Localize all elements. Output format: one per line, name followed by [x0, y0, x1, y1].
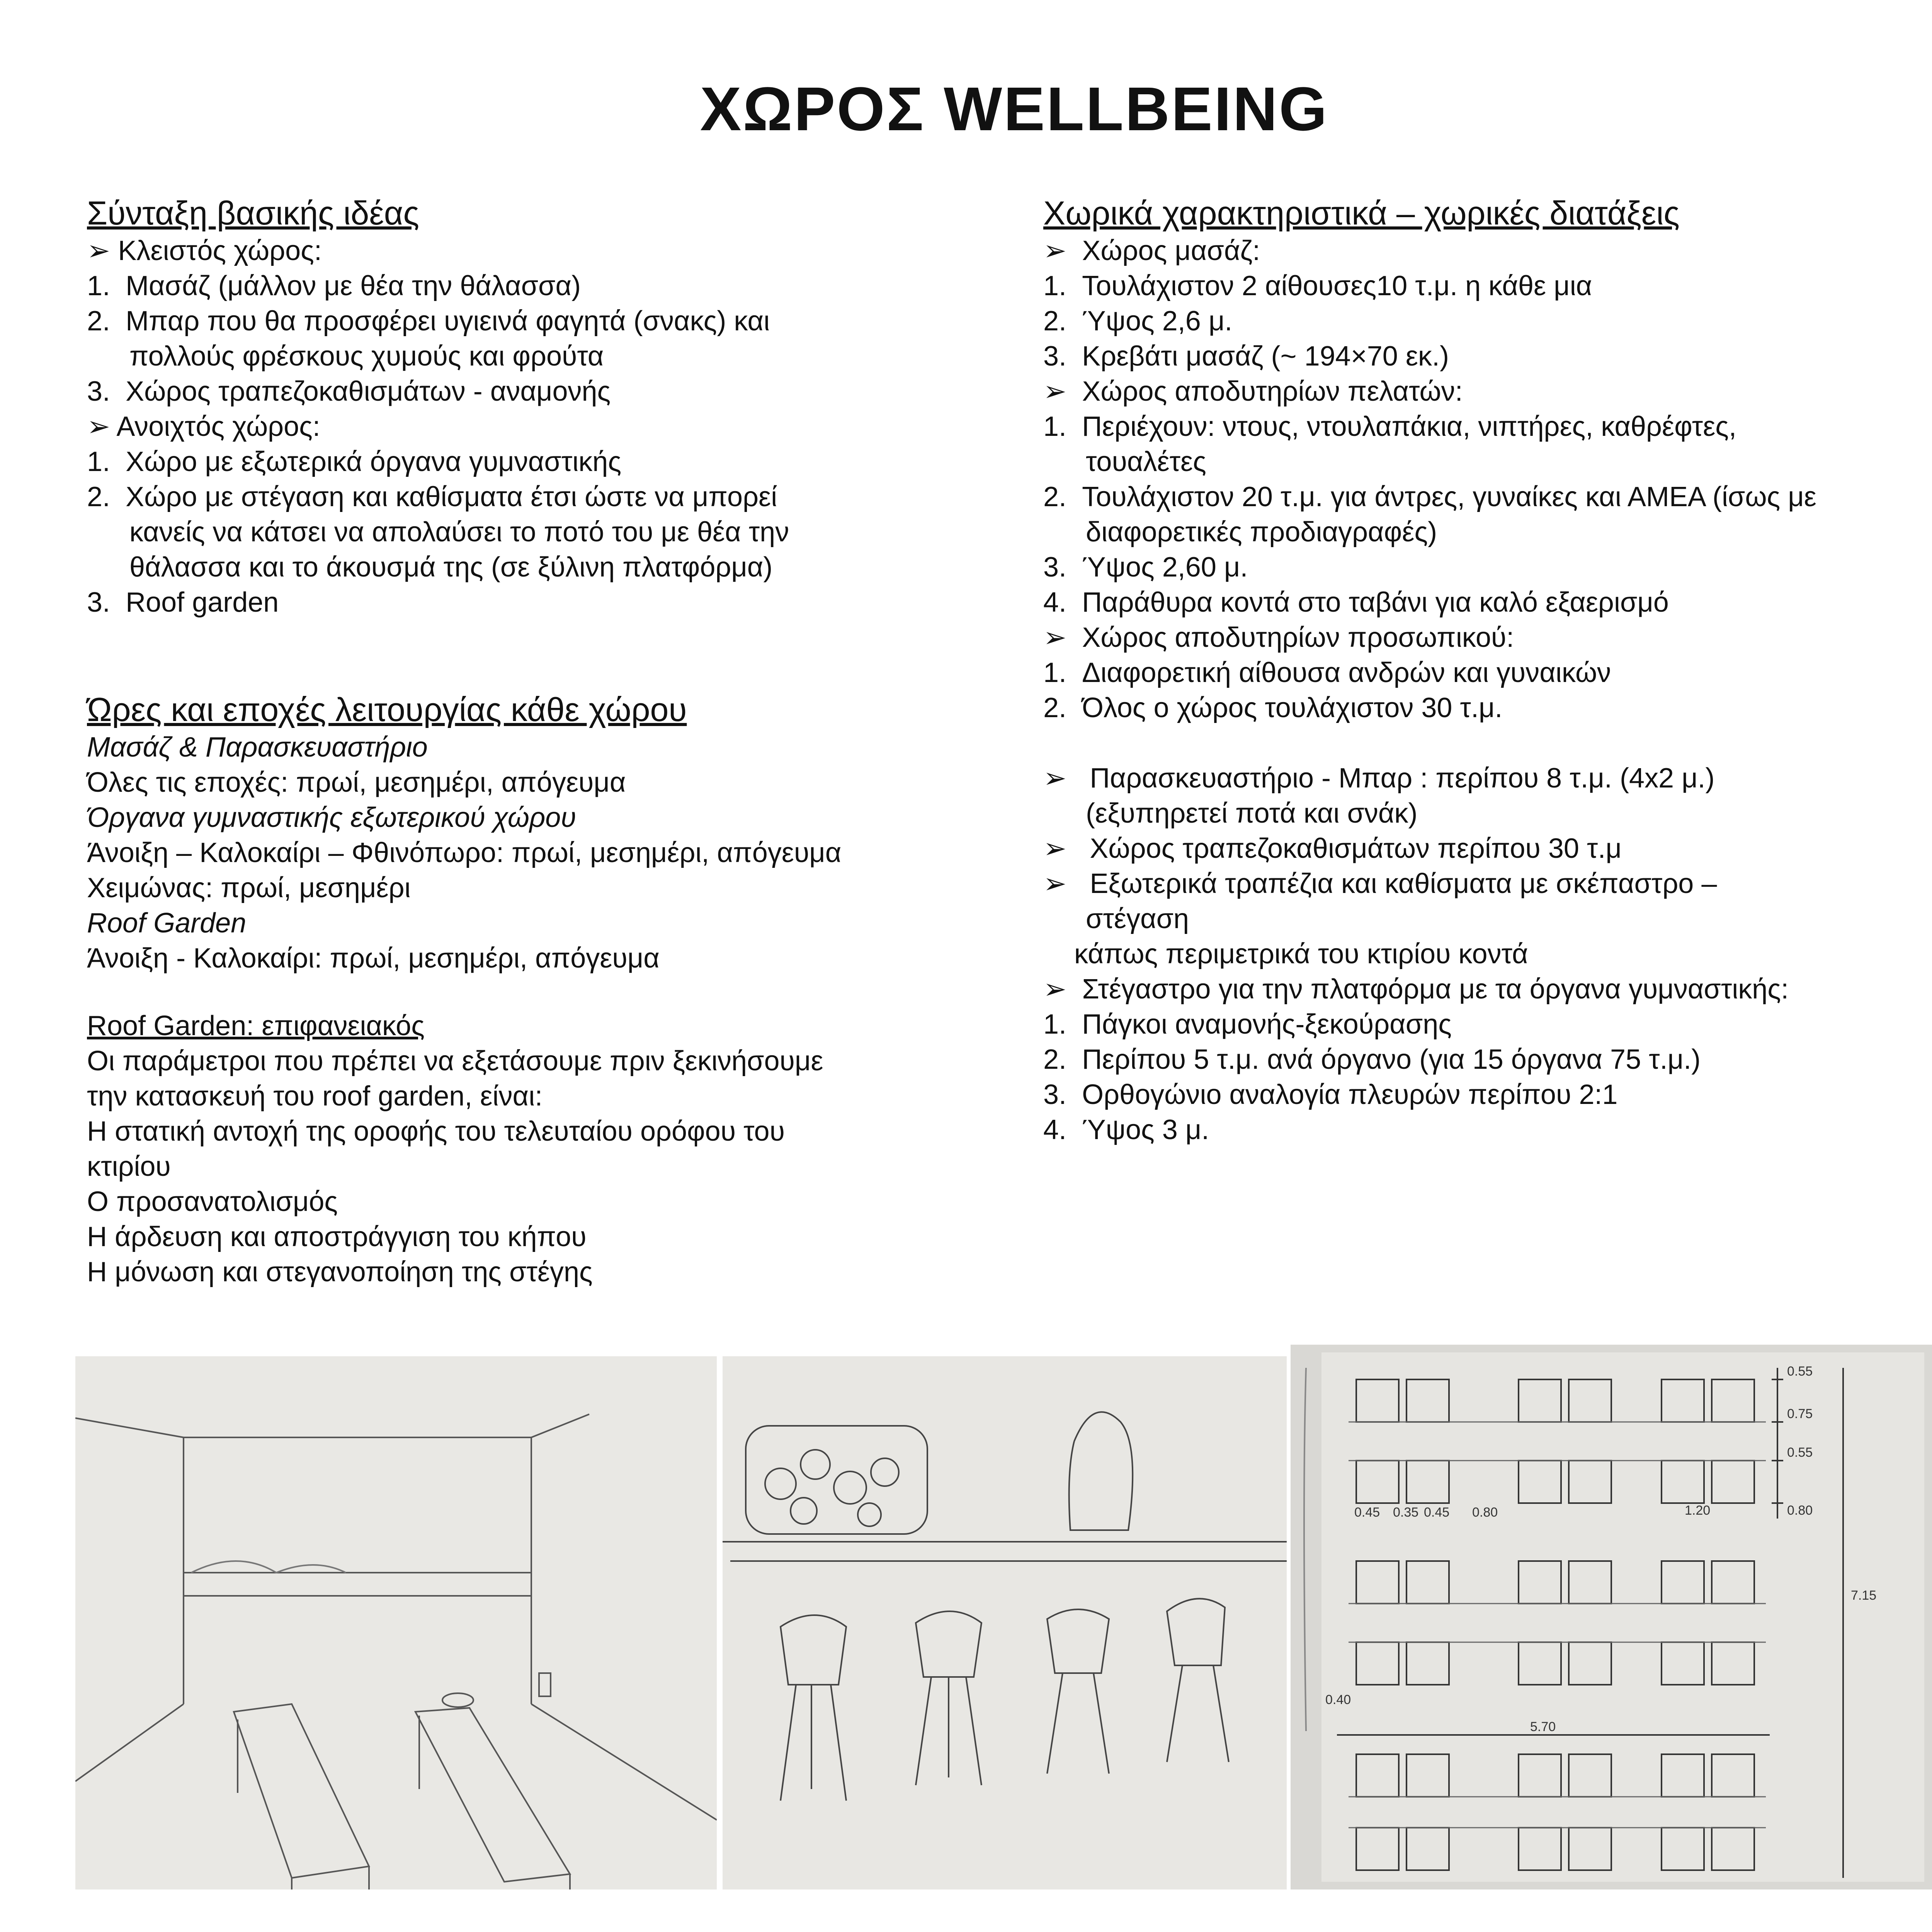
- spatial-bullet: ➢ Χώρος τραπεζοκαθισμάτων περίπου 30 τ.μ: [1043, 833, 1622, 864]
- open-item: 1. Χώρο με εξωτερικά όργανα γυμναστικής: [87, 446, 622, 477]
- hours-heading: Ώρες και εποχές λειτουργίας κάθε χώρου: [87, 691, 687, 728]
- hours-subheading: Roof Garden: [87, 908, 247, 939]
- spatial-item-cont: στέγαση: [1086, 903, 1189, 934]
- spatial-item-cont: διαφορετικές προδιαγραφές): [1086, 517, 1437, 548]
- roof-line: Η μόνωση και στεγανοποίηση της στέγης: [87, 1257, 593, 1287]
- hours-line: Άνοιξη - Καλοκαίρι: πρωί, μεσημέρι, απόγευμα: [87, 943, 660, 974]
- spatial-item: 2. Ύψος 2,6 μ.: [1043, 306, 1233, 337]
- spatial-item: 1. Διαφορετική αίθουσα ανδρών και γυναικών: [1043, 657, 1611, 688]
- roof-line: Η στατική αντοχή της οροφής του τελευταίου ορόφου του: [87, 1116, 785, 1147]
- spatial-bullet: ➢ Στέγαστρο για την πλατφόρμα με τα όργανα γυμναστικής:: [1043, 974, 1789, 1005]
- roof-heading: Roof Garden: επιφανειακός: [87, 1010, 425, 1041]
- open-item-cont: θάλασσα και το άκουσμά της (σε ξύλινη πλατφόρμα): [129, 552, 773, 583]
- open-space-label: ➢ Ανοιχτός χώρος:: [87, 411, 320, 442]
- hours-section: [87, 690, 987, 976]
- spatial-item: 4. Παράθυρα κοντά στο ταβάνι για καλό εξαερισμό: [1043, 587, 1669, 618]
- dim-label: 0.35: [1393, 1505, 1419, 1520]
- page-title: ΧΩΡΟΣ WELLBEING: [700, 74, 1329, 143]
- spatial-item: 2. Όλος ο χώρος τουλάχιστον 30 τ.μ.: [1043, 692, 1503, 723]
- roof-line: Ο προσανατολισμός: [87, 1186, 338, 1217]
- spatial-item-cont: (εξυπηρετεί ποτά και σνάκ): [1086, 798, 1418, 829]
- basic-idea-heading: Σύνταξη βασικής ιδέας: [87, 195, 419, 232]
- spatial-item: 1. Περιέχουν: ντους, ντουλαπάκια, νιπτήρες, καθρέφτες,: [1043, 411, 1736, 442]
- hours-subheading: Όργανα γυμναστικής εξωτερικού χώρου: [87, 802, 576, 833]
- dim-label: 0.80: [1472, 1505, 1498, 1520]
- spatial-item-cont: κάπως περιμετρικά του κτιρίου κοντά: [1074, 939, 1528, 969]
- spatial-item: 3. Ορθογώνιο αναλογία πλευρών περίπου 2:1: [1043, 1079, 1618, 1110]
- open-item: 3. Roof garden: [87, 587, 279, 618]
- spatial-item: 2. Τουλάχιστον 20 τ.μ. για άντρες, γυναίκες και ΑΜΕΑ (ίσως με: [1043, 481, 1816, 512]
- open-item-cont: κανείς να κάτσει να απολαύσει το ποτό του με θέα την: [129, 517, 789, 548]
- roof-line: Η άρδευση και αποστράγγιση του κήπου: [87, 1221, 587, 1252]
- seating-plan-sketch: [1291, 1345, 1932, 1889]
- hours-line: Όλες τις εποχές: πρωί, μεσημέρι, απόγευμα: [87, 767, 626, 798]
- hours-line: Χειμώνας: πρωί, μεσημέρι: [87, 872, 411, 903]
- dim-label: 7.15: [1851, 1588, 1877, 1603]
- closed-item: 3. Χώρος τραπεζοκαθισμάτων - αναμονής: [87, 376, 611, 407]
- closed-item-cont: πολλούς φρέσκους χυμούς και φρούτα: [129, 341, 604, 372]
- open-item: 2. Χώρο με στέγαση και καθίσματα έτσι ώστε να μπορεί: [87, 481, 777, 512]
- dim-label: 1.20: [1685, 1503, 1711, 1518]
- spatial-heading: Χωρικά χαρακτηριστικά – χωρικές διατάξεις: [1043, 195, 1680, 232]
- spatial-section: [1043, 193, 1932, 1148]
- dim-label: 0.80: [1787, 1503, 1813, 1518]
- hours-subheading: Μασάζ & Παρασκευαστήριο: [87, 732, 428, 763]
- bar-drawing: [723, 1356, 1287, 1889]
- bar-sketch: [723, 1356, 1287, 1889]
- roof-line: κτιρίου: [87, 1151, 171, 1182]
- seating-plan-drawing: [1291, 1345, 1932, 1889]
- spatial-item: 3. Κρεβάτι μασάζ (~ 194×70 εκ.): [1043, 341, 1449, 372]
- roof-garden-section: [87, 1009, 987, 1290]
- spatial-item-cont: τουαλέτες: [1086, 446, 1206, 477]
- massage-room-drawing: [75, 1356, 717, 1889]
- closed-item: 2. Μπαρ που θα προσφέρει υγιεινά φαγητά (σνακς) και: [87, 306, 770, 337]
- spatial-item: 3. Ύψος 2,60 μ.: [1043, 552, 1248, 583]
- closed-item: 1. Μασάζ (μάλλον με θέα την θάλασσα): [87, 270, 581, 301]
- spatial-bullet: ➢ Χώρος αποδυτηρίων προσωπικού:: [1043, 622, 1514, 653]
- spatial-item: 1. Τουλάχιστον 2 αίθουσες10 τ.μ. η κάθε μια: [1043, 270, 1592, 301]
- spatial-item: 2. Περίπου 5 τ.μ. ανά όργανο (για 15 όργανα 75 τ.μ.): [1043, 1044, 1701, 1075]
- closed-space-label: ➢ Κλειστός χώρος:: [87, 235, 322, 266]
- spatial-item: 1. Πάγκοι αναμονής-ξεκούρασης: [1043, 1009, 1452, 1040]
- spatial-item: 4. Ύψος 3 μ.: [1043, 1114, 1209, 1145]
- spatial-bullet: ➢ Χώρος αποδυτηρίων πελατών:: [1043, 376, 1463, 407]
- basic-idea-section: [87, 193, 987, 620]
- dim-label: 0.40: [1325, 1692, 1351, 1707]
- dim-label: 5.70: [1530, 1719, 1556, 1734]
- dim-label: 0.55: [1787, 1445, 1813, 1460]
- dim-label: 0.55: [1787, 1364, 1813, 1379]
- dim-label: 0.45: [1354, 1505, 1380, 1520]
- massage-room-sketch: [75, 1356, 717, 1889]
- spatial-bullet: ➢ Χώρος μασάζ:: [1043, 235, 1260, 266]
- dim-label: 0.45: [1424, 1505, 1450, 1520]
- hours-line: Άνοιξη – Καλοκαίρι – Φθινόπωρο: πρωί, μεσημέρι, απόγευμα: [87, 837, 842, 868]
- roof-line: την κατασκευή του roof garden, είναι:: [87, 1081, 543, 1112]
- dim-label: 0.75: [1787, 1406, 1813, 1421]
- spacer: [1043, 726, 1932, 761]
- spatial-bullet: ➢ Εξωτερικά τραπέζια και καθίσματα με σκέπαστρο –: [1043, 868, 1717, 899]
- roof-line: Οι παράμετροι που πρέπει να εξετάσουμε πριν ξεκινήσουμε: [87, 1046, 823, 1077]
- spatial-bullet: ➢ Παρασκευαστήριο - Μπαρ : περίπου 8 τ.μ. (4x2 μ.): [1043, 763, 1715, 794]
